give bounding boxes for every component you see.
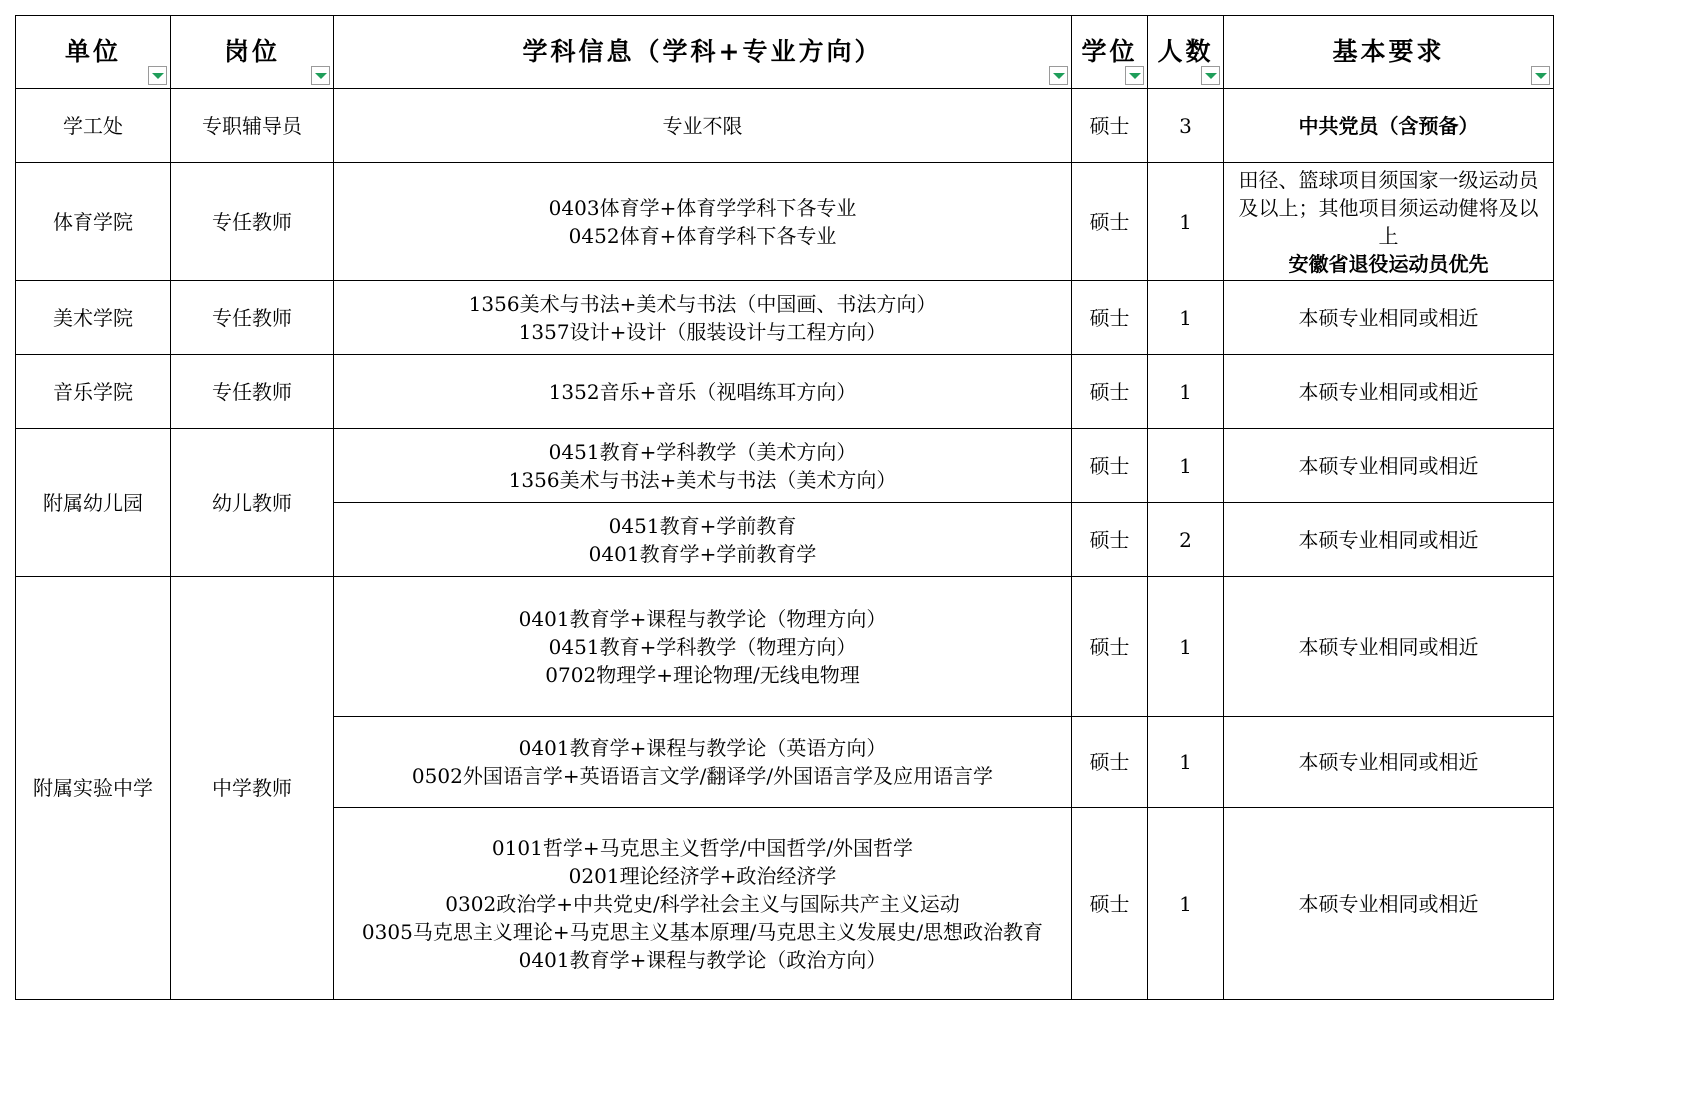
table-row: [16, 355, 1554, 429]
unit-cell: 附属幼儿园: [16, 429, 171, 577]
unit-cell: 附属实验中学: [16, 577, 171, 1000]
filter-dropdown-icon[interactable]: [311, 66, 330, 85]
count-cell: 3: [1148, 89, 1224, 163]
discipline-line: 0401教育学+课程与教学论（英语方向）: [518, 736, 887, 760]
header-requirements-label: 基本要求: [1332, 37, 1445, 66]
discipline-line: 0452体育+体育学科下各专业: [568, 223, 837, 248]
count-cell: 1: [1148, 577, 1224, 717]
filter-dropdown-icon[interactable]: [148, 66, 167, 85]
position-cell: 专任教师: [171, 355, 334, 429]
discipline-cell: [334, 89, 1072, 163]
table-row: [16, 281, 1554, 355]
position-cell: 专任教师: [171, 163, 334, 281]
requirement-line: 本硕专业相同或相近: [1298, 634, 1479, 659]
discipline-line: 1357设计+设计（服装设计与工程方向）: [518, 319, 887, 344]
header-position: [171, 16, 334, 89]
header-count-label: 人数: [1157, 37, 1214, 66]
count-cell: 1: [1148, 163, 1224, 281]
count-cell: 1: [1148, 281, 1224, 355]
discipline-line: 0401教育学+课程与教学论（物理方向）: [518, 606, 887, 631]
header-requirements: [1224, 16, 1554, 89]
filter-dropdown-icon[interactable]: [1201, 66, 1220, 85]
discipline-line: 0401教育学+课程与教学论（政治方向）: [518, 947, 887, 972]
degree-cell: 硕士: [1072, 503, 1148, 577]
discipline-line: 0451教育+学科教学（美术方向）: [548, 439, 857, 464]
discipline-line: 0201理论经济学+政治经济学: [568, 863, 837, 888]
count-cell: 1: [1148, 429, 1224, 503]
recruitment-table: [15, 15, 1554, 1000]
unit-cell: 美术学院: [16, 281, 171, 355]
discipline-line: 0451教育+学科教学（物理方向）: [548, 634, 857, 659]
discipline-cell: [334, 281, 1072, 355]
table-row: [16, 89, 1554, 163]
discipline-line: 0305马克思主义理论+马克思主义基本原理/马克思主义发展史/思想政治教育: [361, 919, 1044, 944]
requirement-line: 本硕专业相同或相近: [1298, 453, 1479, 478]
requirements-cell: [1224, 355, 1554, 429]
discipline-line: 0401教育学+学前教育学: [588, 541, 817, 566]
header-unit: [16, 16, 171, 89]
header-unit-label: 单位: [64, 37, 121, 66]
discipline-line: 1352音乐+音乐（视唱练耳方向）: [548, 379, 857, 404]
discipline-cell: [334, 429, 1072, 503]
degree-cell: 硕士: [1072, 355, 1148, 429]
discipline-line: 0403体育学+体育学学科下各专业: [548, 195, 857, 220]
count-cell: 1: [1148, 808, 1224, 1000]
requirements-cell: [1224, 503, 1554, 577]
requirement-line: 中共党员（含预备）: [1298, 113, 1479, 138]
header-degree-label: 学位: [1081, 37, 1138, 66]
discipline-line: 0502外国语言学+英语语言文学/翻译学/外国语言学及应用语言学: [411, 764, 994, 788]
requirement-line: 本硕专业相同或相近: [1298, 527, 1479, 552]
header-row: [16, 16, 1554, 89]
requirements-cell: [1224, 429, 1554, 503]
discipline-line: 0702物理学+理论物理/无线电物理: [545, 662, 860, 687]
filter-dropdown-icon[interactable]: [1531, 66, 1550, 85]
discipline-line: 专业不限: [662, 113, 743, 138]
discipline-cell: [334, 503, 1072, 577]
position-cell: 中学教师: [171, 577, 334, 1000]
discipline-line: 1356美术与书法+美术与书法（美术方向）: [508, 467, 897, 492]
requirement-line: 田径、篮球项目须国家一级运动员及以上；其他项目须运动健将及以上: [1238, 167, 1539, 248]
count-cell: 1: [1148, 355, 1224, 429]
position-cell: 专任教师: [171, 281, 334, 355]
discipline-cell: [334, 808, 1072, 1000]
requirements-cell: [1224, 808, 1554, 1000]
header-position-label: 岗位: [223, 37, 280, 66]
filter-dropdown-icon[interactable]: [1125, 66, 1144, 85]
requirement-line: 安徽省退役运动员优先: [1288, 251, 1489, 276]
requirement-line: 本硕专业相同或相近: [1298, 891, 1479, 916]
table-row: [16, 429, 1554, 503]
header-degree: [1072, 16, 1148, 89]
requirements-cell: [1224, 717, 1554, 808]
position-cell: 幼儿教师: [171, 429, 334, 577]
discipline-cell: [334, 355, 1072, 429]
table-row: [16, 163, 1554, 281]
unit-cell: 体育学院: [16, 163, 171, 281]
degree-cell: 硕士: [1072, 577, 1148, 717]
discipline-line: 0101哲学+马克思主义哲学/中国哲学/外国哲学: [491, 835, 914, 860]
filter-dropdown-icon[interactable]: [1049, 66, 1068, 85]
requirements-cell: [1224, 281, 1554, 355]
degree-cell: 硕士: [1072, 163, 1148, 281]
count-cell: 2: [1148, 503, 1224, 577]
degree-cell: 硕士: [1072, 89, 1148, 163]
discipline-line: 0302政治学+中共党史/科学社会主义与国际共产主义运动: [445, 891, 960, 916]
header-discipline-label: 学科信息（学科+专业方向）: [522, 37, 883, 66]
requirement-line: 本硕专业相同或相近: [1298, 750, 1479, 774]
degree-cell: 硕士: [1072, 808, 1148, 1000]
position-cell: 专职辅导员: [171, 89, 334, 163]
requirements-cell: [1224, 163, 1554, 281]
header-count: [1148, 16, 1224, 89]
degree-cell: 硕士: [1072, 429, 1148, 503]
discipline-cell: [334, 577, 1072, 717]
discipline-cell: [334, 717, 1072, 808]
count-cell: 1: [1148, 717, 1224, 808]
requirement-line: 本硕专业相同或相近: [1298, 379, 1479, 404]
header-discipline: [334, 16, 1072, 89]
discipline-line: 1356美术与书法+美术与书法（中国画、书法方向）: [468, 291, 937, 316]
requirements-cell: [1224, 577, 1554, 717]
unit-cell: 学工处: [16, 89, 171, 163]
discipline-line: 0451教育+学前教育: [608, 513, 797, 538]
degree-cell: 硕士: [1072, 717, 1148, 808]
requirement-line: 本硕专业相同或相近: [1298, 305, 1479, 330]
table-row: [16, 577, 1554, 717]
degree-cell: 硕士: [1072, 281, 1148, 355]
discipline-cell: [334, 163, 1072, 281]
requirements-cell: [1224, 89, 1554, 163]
unit-cell: 音乐学院: [16, 355, 171, 429]
